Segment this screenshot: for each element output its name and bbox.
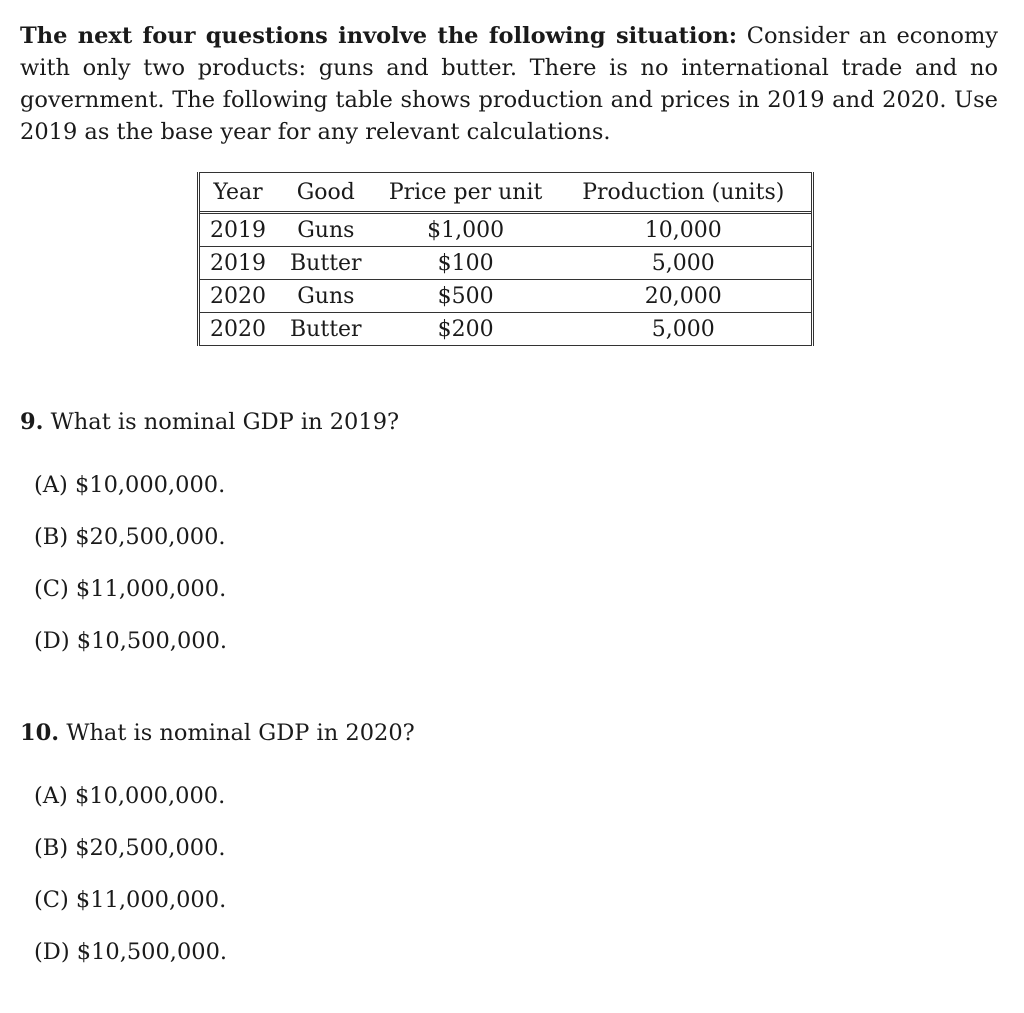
question-text: What is nominal GDP in 2019? [50, 409, 400, 435]
cell-price: $200 [376, 313, 556, 346]
answer-option-b: (B) $20,500,000. [34, 835, 226, 861]
cell-year: 2020 [200, 280, 276, 313]
question-text: What is nominal GDP in 2020? [66, 720, 415, 746]
cell-price: $100 [376, 247, 556, 280]
cell-good: Guns [276, 214, 376, 247]
question-number: 10. [20, 720, 60, 746]
question-10-options [34, 780, 227, 988]
header-good: Good [276, 172, 376, 214]
answer-option-b: (B) $20,500,000. [34, 524, 226, 550]
table-row [200, 247, 811, 280]
table-row [200, 280, 811, 313]
table-row [200, 313, 811, 346]
cell-production: 20,000 [556, 280, 811, 313]
header-year: Year [200, 172, 276, 214]
cell-year: 2019 [200, 214, 276, 247]
intro-paragraph [20, 20, 998, 148]
cell-production: 10,000 [556, 214, 811, 247]
answer-option-a: (A) $10,000,000. [34, 472, 226, 498]
production-table-wrapper [197, 172, 814, 346]
cell-good: Butter [276, 313, 376, 346]
table-header-row [200, 172, 811, 214]
cell-good: Butter [276, 247, 376, 280]
question-9 [20, 409, 399, 435]
answer-option-d: (D) $10,500,000. [34, 939, 228, 965]
cell-year: 2019 [200, 247, 276, 280]
cell-good: Guns [276, 280, 376, 313]
cell-production: 5,000 [556, 247, 811, 280]
answer-option-a: (A) $10,000,000. [34, 783, 226, 809]
cell-year: 2020 [200, 313, 276, 346]
intro-text: Consider an economy with only two products: guns and butter. There is no international trade and no government. The following table shows production and prices in 2019 and 2020. Use 2019 as the base year for any relevant calculations. [20, 23, 998, 145]
answer-option-d: (D) $10,500,000. [34, 628, 228, 654]
cell-price: $1,000 [376, 214, 556, 247]
answer-option-c: (C) $11,000,000. [34, 576, 227, 602]
header-price: Price per unit [376, 172, 556, 214]
question-10 [20, 720, 415, 746]
intro-lead: The next four questions involve the following situation: [20, 23, 738, 49]
answer-option-c: (C) $11,000,000. [34, 887, 227, 913]
question-number: 9. [20, 409, 44, 435]
production-table [197, 172, 814, 346]
table-row [200, 214, 811, 247]
header-production: Production (units) [556, 172, 811, 214]
question-9-options [34, 469, 227, 677]
cell-price: $500 [376, 280, 556, 313]
cell-production: 5,000 [556, 313, 811, 346]
